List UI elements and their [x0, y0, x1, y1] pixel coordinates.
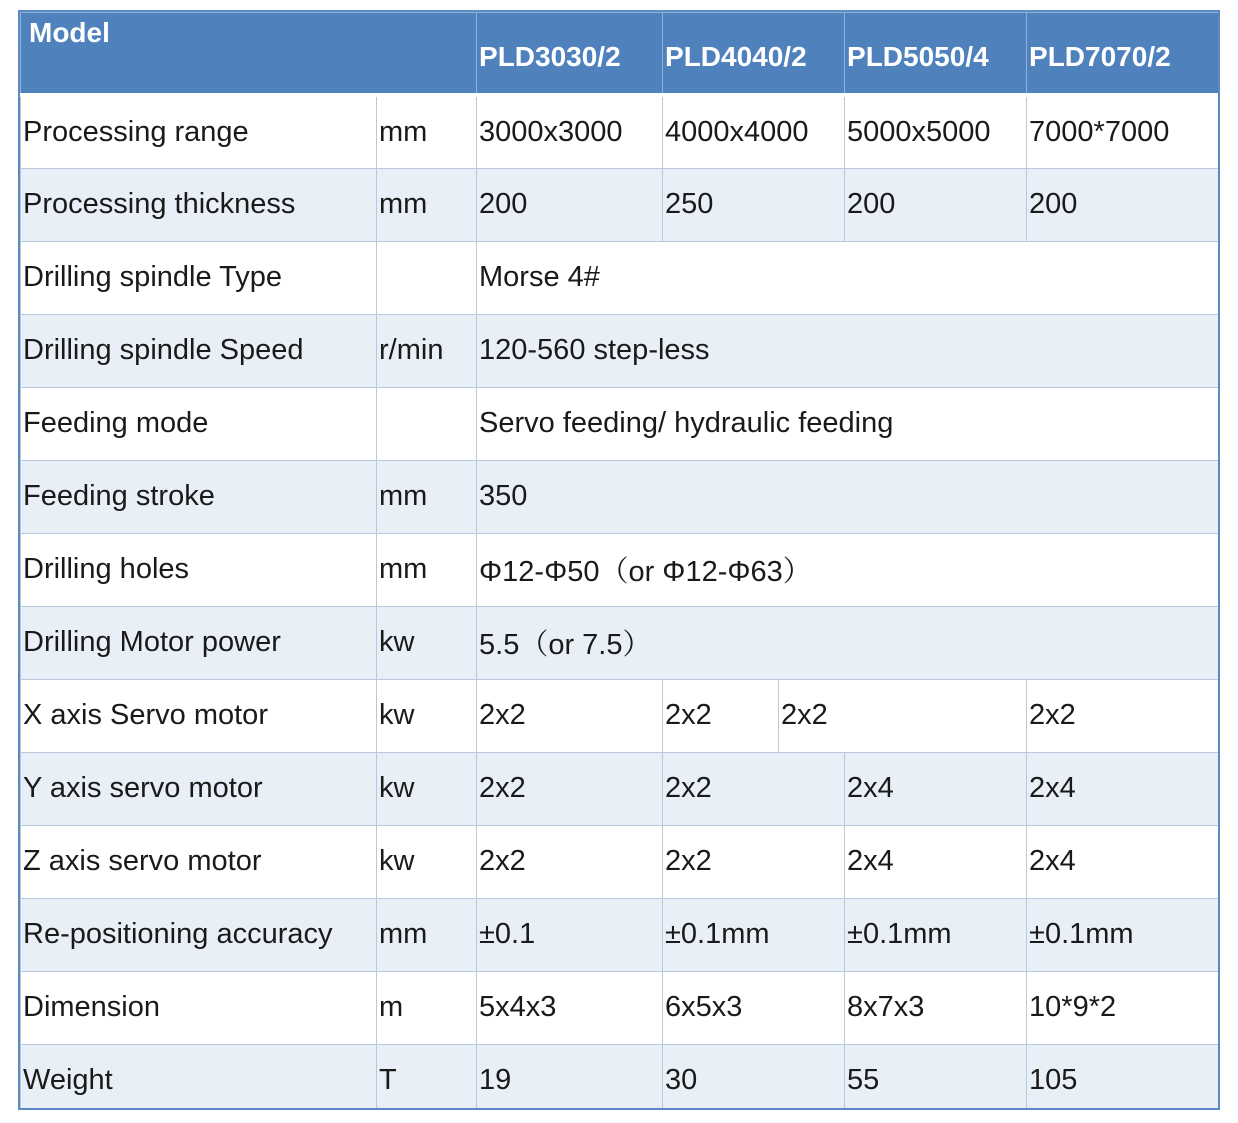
table-cell: Φ12-Φ50（or Φ12-Φ63）: [477, 533, 1219, 606]
table-cell: 2x4: [1027, 752, 1219, 825]
row-unit: r/min: [377, 314, 477, 387]
table-cell: 2x2: [477, 825, 663, 898]
table-cell: ±0.1mm: [845, 898, 1027, 971]
row-label: Y axis servo motor: [21, 752, 377, 825]
table-row: [21, 533, 1219, 606]
table-cell: 120-560 step-less: [477, 314, 1219, 387]
row-label: Drilling holes: [21, 533, 377, 606]
table-row: [21, 314, 1219, 387]
table-row: [21, 95, 1219, 168]
row-unit: [377, 387, 477, 460]
table-cell: 2x2: [1027, 679, 1219, 752]
model-column-header: PLD4040/2: [663, 13, 845, 96]
row-label: Processing range: [21, 95, 377, 168]
table-cell: 200: [477, 168, 663, 241]
row-label: Feeding stroke: [21, 460, 377, 533]
table-row: [21, 606, 1219, 679]
row-label: Processing thickness: [21, 168, 377, 241]
row-label: Drilling spindle Type: [21, 241, 377, 314]
row-label: Feeding mode: [21, 387, 377, 460]
row-unit: kw: [377, 679, 477, 752]
table-row: [21, 752, 1219, 825]
header-row: [21, 13, 1219, 96]
row-unit: kw: [377, 825, 477, 898]
row-unit: mm: [377, 898, 477, 971]
spec-table-container: [18, 10, 1220, 1110]
table-cell: 5x4x3: [477, 971, 663, 1044]
spec-table: [20, 12, 1219, 1110]
table-cell: 10*9*2: [1027, 971, 1219, 1044]
row-unit: mm: [377, 460, 477, 533]
table-cell: 5.5（or 7.5）: [477, 606, 1219, 679]
table-cell: 350: [477, 460, 1219, 533]
table-cell: 2x2: [663, 752, 845, 825]
table-cell: 2x2: [477, 679, 663, 752]
row-label: X axis Servo motor: [21, 679, 377, 752]
table-cell: ±0.1: [477, 898, 663, 971]
row-unit: kw: [377, 752, 477, 825]
row-unit: [377, 241, 477, 314]
table-cell: 250: [663, 168, 845, 241]
table-cell: 2x4: [845, 752, 1027, 825]
row-unit: mm: [377, 533, 477, 606]
table-cell: 7000*7000: [1027, 95, 1219, 168]
row-unit: m: [377, 971, 477, 1044]
row-unit: mm: [377, 168, 477, 241]
table-row: [21, 971, 1219, 1044]
table-cell: Morse 4#: [477, 241, 1219, 314]
model-column-header: PLD3030/2: [477, 13, 663, 96]
table-cell: 2x2: [779, 679, 1027, 752]
table-cell: 30: [663, 1044, 845, 1110]
table-cell: 55: [845, 1044, 1027, 1110]
table-cell: 3000x3000: [477, 95, 663, 168]
row-unit: T: [377, 1044, 477, 1110]
table-cell: 5000x5000: [845, 95, 1027, 168]
table-cell: 2x4: [845, 825, 1027, 898]
table-row: [21, 241, 1219, 314]
table-cell: 200: [1027, 168, 1219, 241]
table-cell: Servo feeding/ hydraulic feeding: [477, 387, 1219, 460]
model-column-header: PLD7070/2: [1027, 13, 1219, 96]
row-label: Re-positioning accuracy: [21, 898, 377, 971]
row-unit: mm: [377, 95, 477, 168]
table-row: [21, 898, 1219, 971]
table-cell: 105: [1027, 1044, 1219, 1110]
table-row: [21, 387, 1219, 460]
table-row: [21, 1044, 1219, 1110]
table-cell: 2x2: [477, 752, 663, 825]
row-label: Dimension: [21, 971, 377, 1044]
model-column-header: PLD5050/4: [845, 13, 1027, 96]
table-row: [21, 679, 1219, 752]
table-cell: ±0.1mm: [663, 898, 845, 971]
table-cell: ±0.1mm: [1027, 898, 1219, 971]
table-row: [21, 825, 1219, 898]
table-cell: 8x7x3: [845, 971, 1027, 1044]
table-cell: 200: [845, 168, 1027, 241]
table-cell: 19: [477, 1044, 663, 1110]
row-label: Weight: [21, 1044, 377, 1110]
row-unit: kw: [377, 606, 477, 679]
table-row: [21, 460, 1219, 533]
row-label: Drilling Motor power: [21, 606, 377, 679]
table-cell: 2x2: [663, 825, 845, 898]
table-row: [21, 168, 1219, 241]
model-header: Model: [21, 13, 477, 96]
table-cell: 2x4: [1027, 825, 1219, 898]
table-cell: 6x5x3: [663, 971, 845, 1044]
table-cell: 4000x4000: [663, 95, 845, 168]
row-label: Drilling spindle Speed: [21, 314, 377, 387]
row-label: Z axis servo motor: [21, 825, 377, 898]
table-cell: 2x2: [663, 679, 779, 752]
